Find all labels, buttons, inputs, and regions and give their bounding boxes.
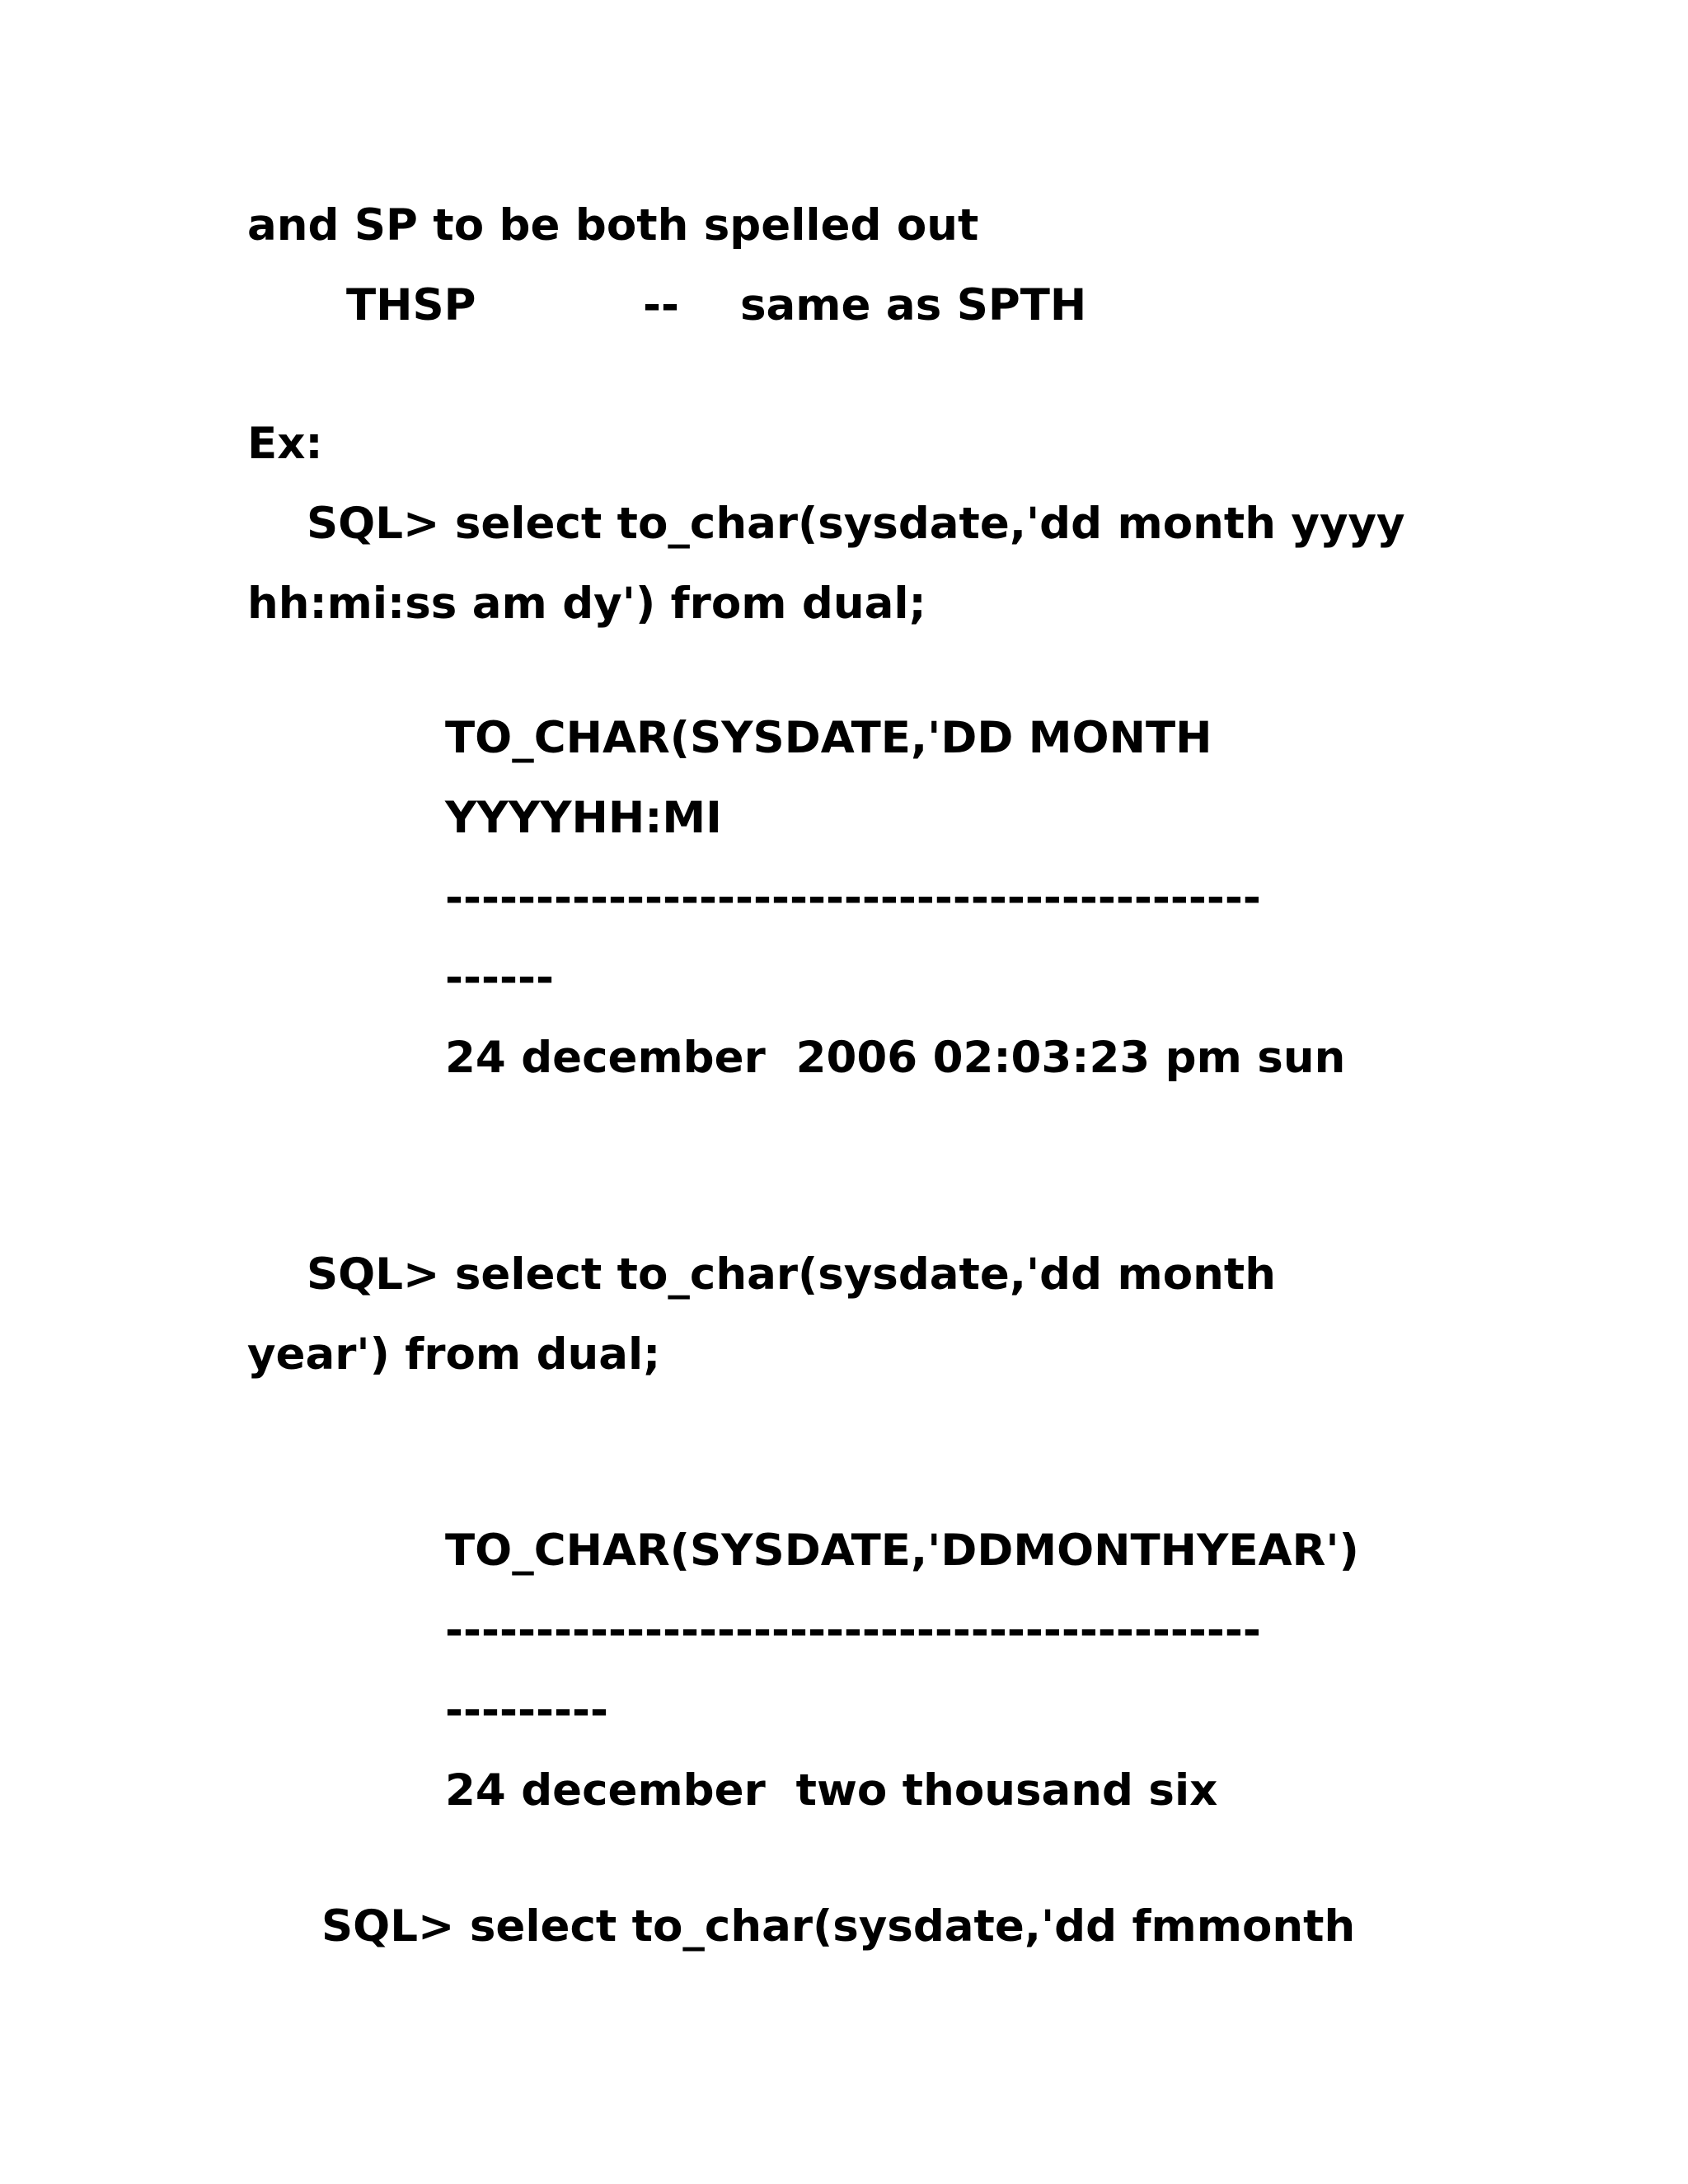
example3-query-line1: SQL> select to_char(sysdate,'dd fmmonth	[321, 1901, 1356, 1952]
example1-result: 24 december 2006 02:03:23 pm sun	[445, 1033, 1346, 1083]
example-label: Ex:	[247, 419, 323, 469]
example1-query-line1: SQL> select to_char(sysdate,'dd month yyyy	[307, 499, 1405, 549]
example2-rule-line1: ---------------------------------------------	[445, 1605, 1261, 1656]
example1-rule-line2: ------	[445, 953, 554, 1003]
example2-header: TO_CHAR(SYSDATE,'DDMONTHYEAR')	[445, 1526, 1359, 1576]
thsp-term: THSP	[346, 280, 476, 330]
intro-line: and SP to be both spelled out	[247, 200, 979, 251]
thsp-description: same as SPTH	[740, 280, 1087, 330]
example1-header-line2: YYYYHH:MI	[445, 793, 722, 843]
example2-query-line2: year') from dual;	[247, 1329, 661, 1380]
example1-rule-line1: ---------------------------------------------	[445, 873, 1261, 923]
example2-query-line1: SQL> select to_char(sysdate,'dd month	[307, 1249, 1276, 1300]
thsp-separator: --	[643, 280, 679, 330]
example1-header-line1: TO_CHAR(SYSDATE,'DD MONTH	[445, 713, 1212, 763]
example2-result: 24 december two thousand six	[445, 1765, 1218, 1816]
example1-query-line2: hh:mi:ss am dy') from dual;	[247, 579, 926, 629]
example2-rule-line2: ---------	[445, 1685, 608, 1736]
